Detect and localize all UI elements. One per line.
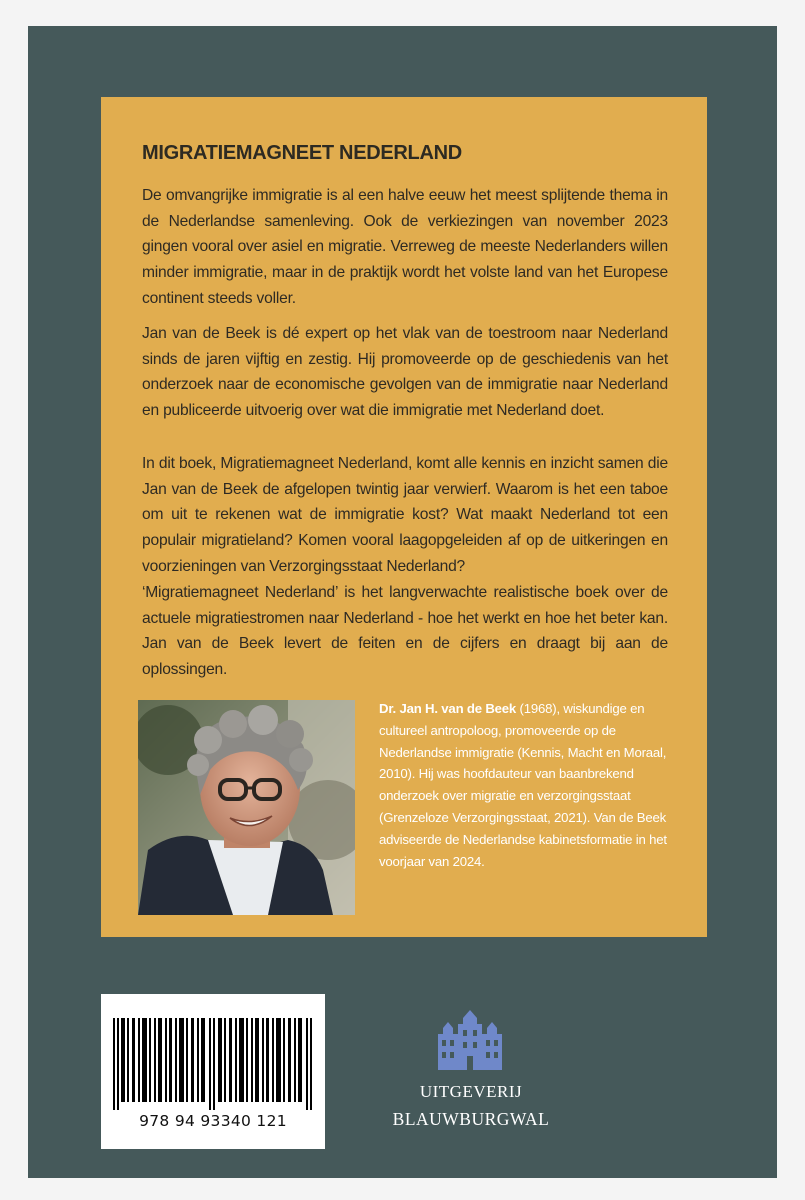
barcode <box>101 994 325 1149</box>
book-title: MIGRATIEMAGNEET NEDERLAND <box>142 142 462 164</box>
author-photo <box>138 700 355 915</box>
blurb-paragraph-2: Jan van de Beek is dé expert op het vlak van de toestroom naar Nederland sinds de jaren vijftig en zestig. Hij promoveerde op de geschiedenis van het onderzoek naar de economische gevolgen van de immigratie naar Nederland en publiceerde uitvoerig over wat die immigratie met Nederland doet. <box>142 325 668 420</box>
blurb-paragraph-1: De omvangrijke immigratie is al een halve eeuw het meest splijtende thema in de Nederlandse samenleving. Ook de verkiezingen van november 2023 gingen vooral over asiel en migratie. Verreweg de meeste Nederlanders willen minder immigratie, maar in de praktijk wordt het volste land van het Europese continent steeds voller. <box>142 187 668 307</box>
blurb-paragraph-4: ‘Migratiemagneet Nederland’ is het langverwachte realistische boek over de actuele migratiestromen naar Nederland - hoe het werkt en hoe het beter kan. Jan van de Beek levert de feiten en de cijfers en draagt bij aan de oplossingen. <box>142 584 668 679</box>
canal-houses-icon <box>438 1010 502 1075</box>
barcode-bars <box>111 1018 315 1110</box>
author-name: Dr. Jan H. van de Beek <box>379 701 517 716</box>
publisher-line-2: BLAUWBURGWAL <box>392 1109 550 1129</box>
isbn-number: 978 94 93340 121 <box>139 1112 287 1130</box>
author-bio-text: (1968), wiskundige en cultureel antropoloog, promoveerde op de Nederlandse immigratie (Kennis, Macht en Moraal, 2010). Hij was hoofdauteur van baanbrekend onderzoek over migratie en verzorgingsstaat (Grenzeloze Verzorgingsstaat, 2021). Van de Beek adviseerde de Nederlandse kabinetsformatie in het voorjaar van 2024. <box>379 701 667 869</box>
author-bio <box>379 698 681 872</box>
publisher-line-1: UITGEVERIJ <box>419 1082 523 1101</box>
blurb-paragraph-3: In dit boek, Migratiemagneet Nederland, komt alle kennis en inzicht samen die Jan van de Beek de afgelopen twintig jaar verwierf. Waarom is het een taboe om uit te rekenen wat de immigratie kost? Wat maakt Nederland tot een populair migratieland? Komen vooral laagopgeleiden af op de uitkeringen en voorzieningen van Verzorgingsstaat Nederland? <box>142 455 668 575</box>
